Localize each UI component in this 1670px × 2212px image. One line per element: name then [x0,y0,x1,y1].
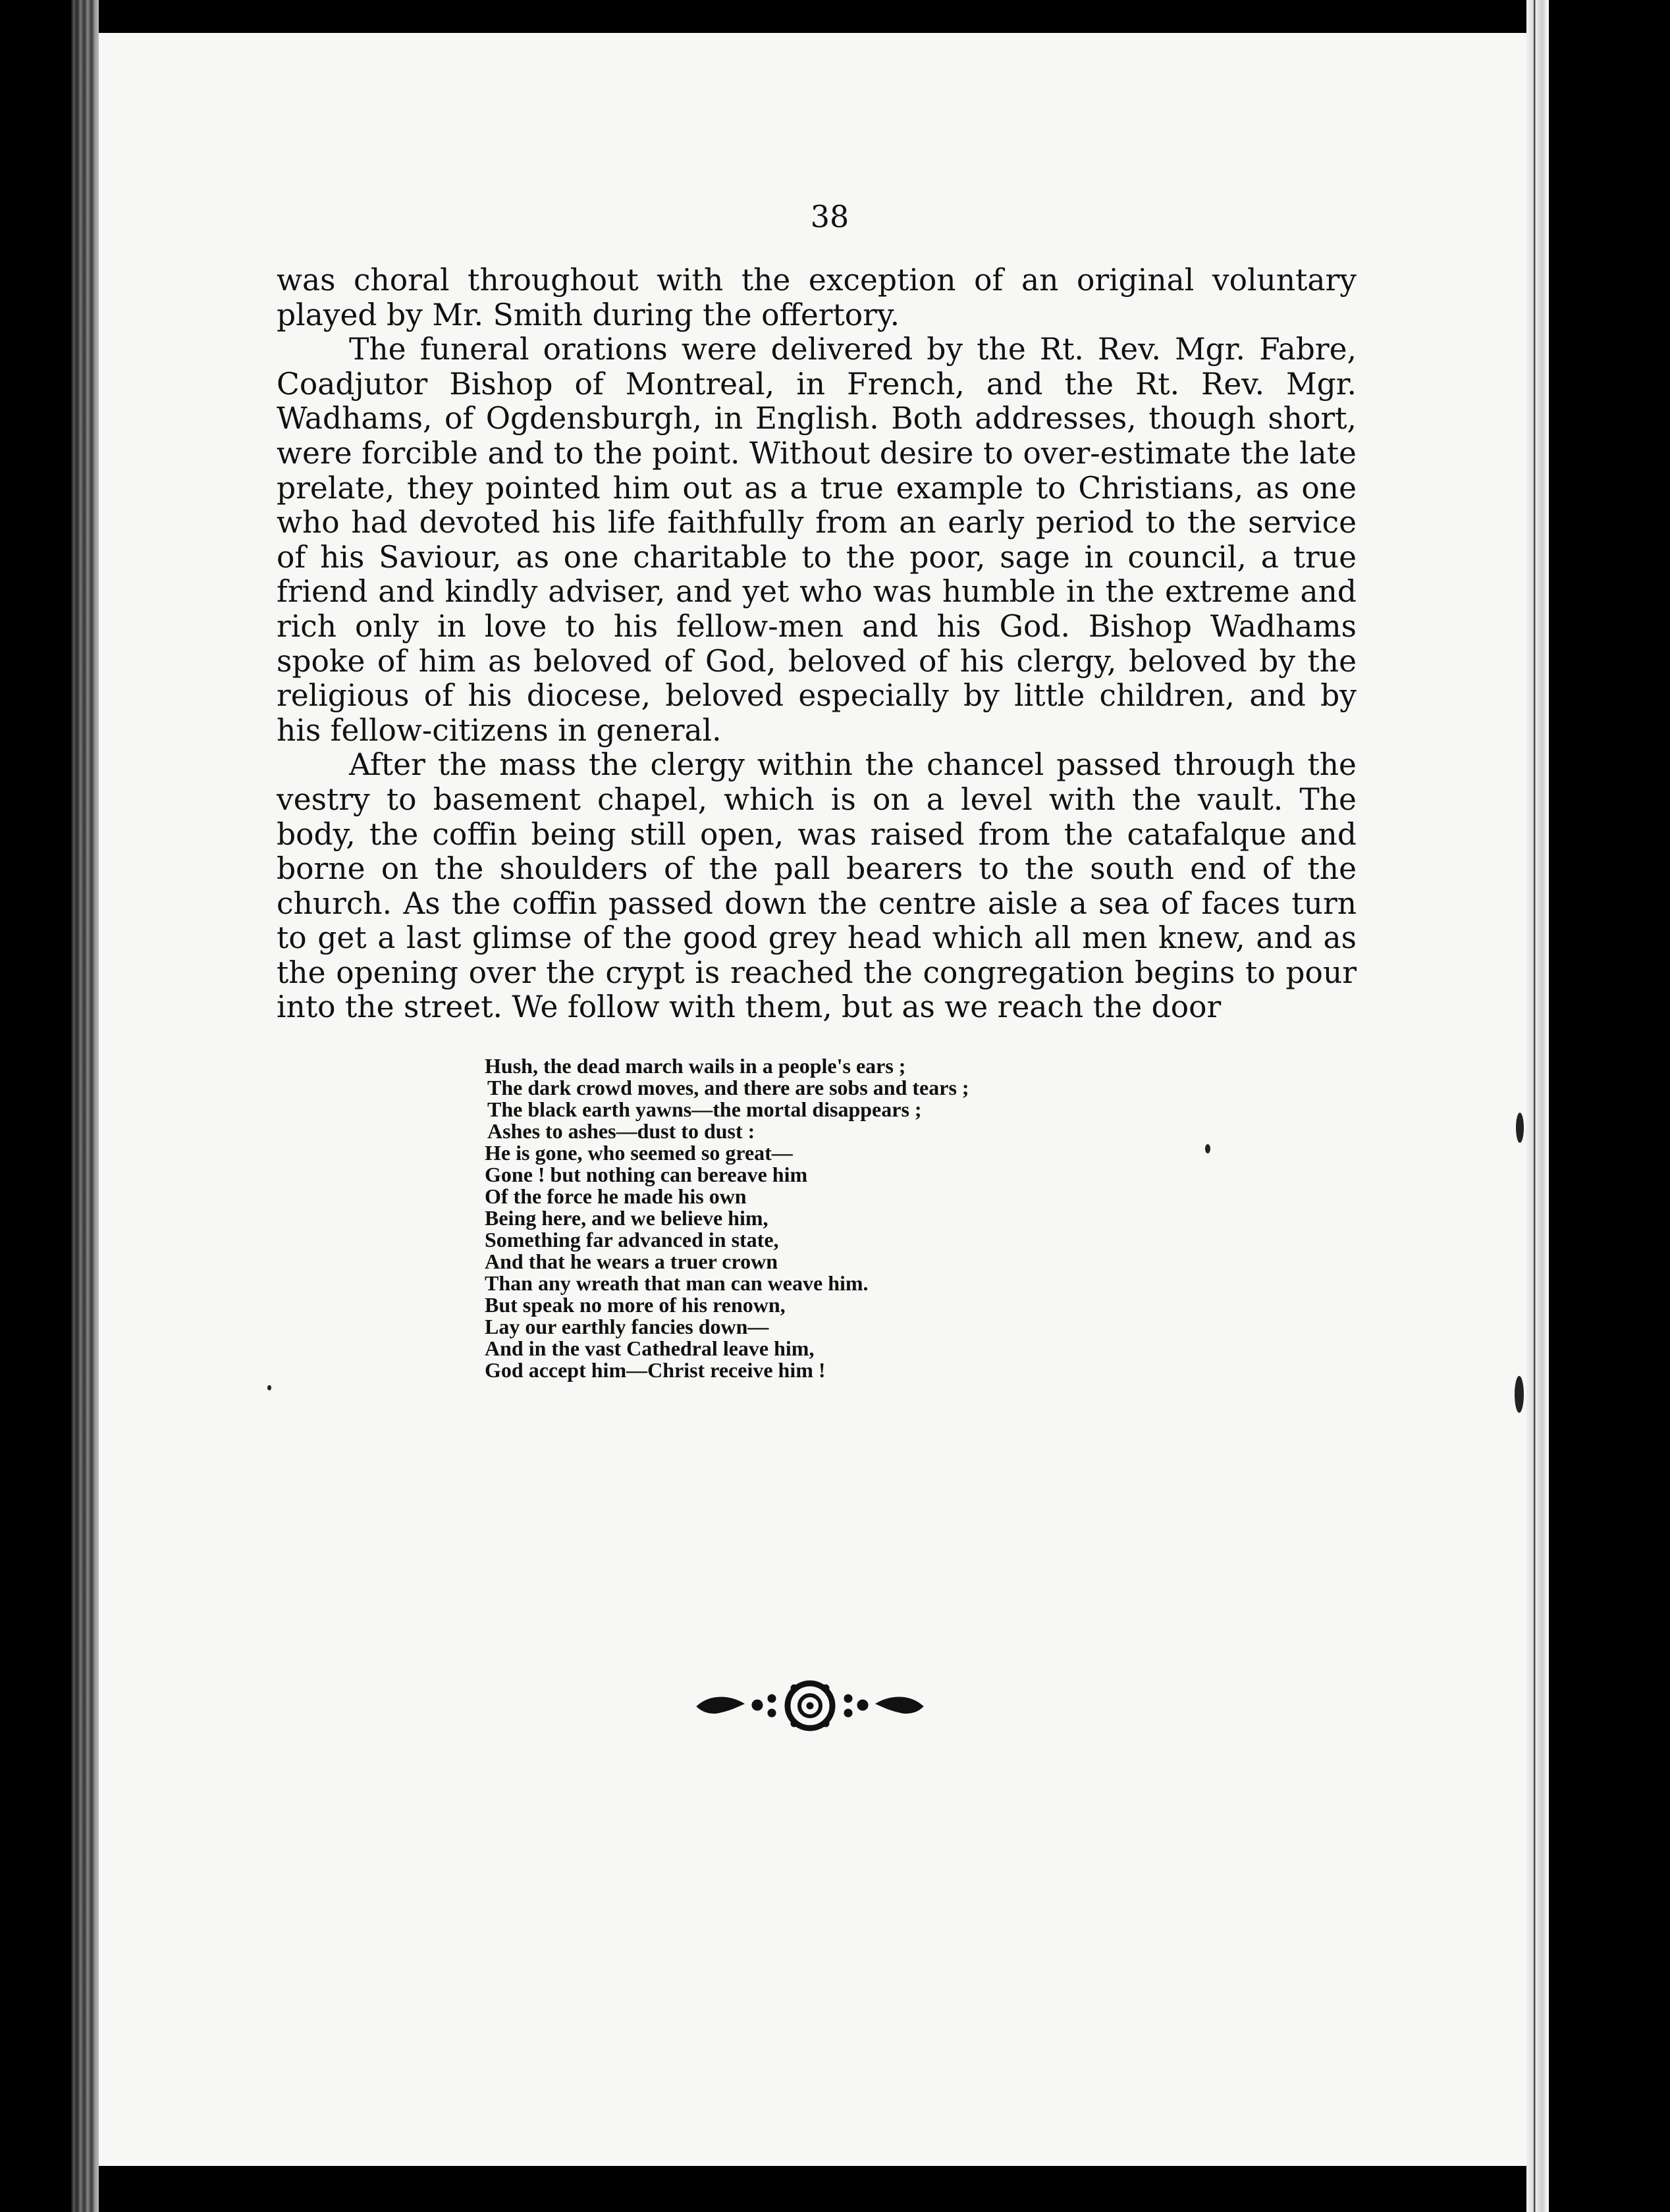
poem-line: And in the vast Cathedral leave him, [485,1336,815,1360]
speck [1515,1376,1524,1413]
poem-line: Lay our earthly fancies down— [485,1315,769,1338]
poem [485,1055,1130,1381]
poem-line: God accept him—Christ receive him ! [485,1358,826,1382]
poem-line: Something far advanced in state, [485,1228,779,1251]
poem-line: Gone ! but nothing can bereave him [485,1163,808,1186]
poem-line: Being here, and we believe him, [485,1206,768,1230]
body-text [277,263,1357,1025]
speck [267,1385,271,1390]
paragraph-2: The funeral orations were delivered by the Rt. Rev. Mgr. Fabre, Coadjutor Bishop of Montreal, in French, and the Rt. Rev. Mgr. Wadhams, of Ogdensburgh, in English. Both addresses, though short, were forcible and to the point. Without desire to over-estimate the late prelate, they pointed him out as a true example to Christians, as one who had devoted his life faithfully from an early period to the service of his Saviour, as one charitable to the poor, sage in council, a true friend and kindly adviser, and yet who was humble in the extreme and rich only in love to his fellow-men and his God. Bishop Wadhams spoke of him as beloved of God, beloved of his clergy, beloved by the religious of his diocese, beloved especially by little children, and by his fellow-citizens in general. [277,332,1357,748]
speck [1516,1113,1524,1143]
paragraph-1: was choral throughout with the exception of an original voluntary played by Mr. Smith during the offertory. [277,263,1357,332]
ornament-divider [691,1673,929,1739]
poem-line: Than any wreath that man can weave him. [485,1271,869,1295]
speck [1205,1144,1210,1153]
poem-line: Hush, the dead march wails in a people's ears ; [485,1054,906,1078]
poem-line: He is gone, who seemed so great— [485,1141,793,1165]
poem-line: But speak no more of his renown, [485,1293,786,1317]
page-right-edge [1526,0,1549,2212]
poem-line: And that he wears a truer crown [485,1250,778,1273]
page-number: 38 [810,199,849,234]
poem-line: The black earth yawns—the mortal disappears ; [487,1097,922,1121]
book-spine-edge [71,0,99,2212]
paragraph-3: After the mass the clergy within the chancel passed through the vestry to basement chapel, which is on a level with the vault. The body, the coffin being still open, was raised from the catafalque and borne on the shoulders of the pall bearers to the south end of the church. As the coffin passed down the centre aisle a sea of faces turn to get a last glimse of the good grey head which all men knew, and as the opening over the crypt is reached the congregation begins to pour into the street. We follow with them, but as we reach the door [277,747,1357,1025]
poem-line: The dark crowd moves, and there are sobs and tears ; [487,1076,969,1099]
poem-line: Ashes to ashes—dust to dust : [487,1119,755,1143]
poem-line: Of the force he made his own [485,1184,747,1208]
